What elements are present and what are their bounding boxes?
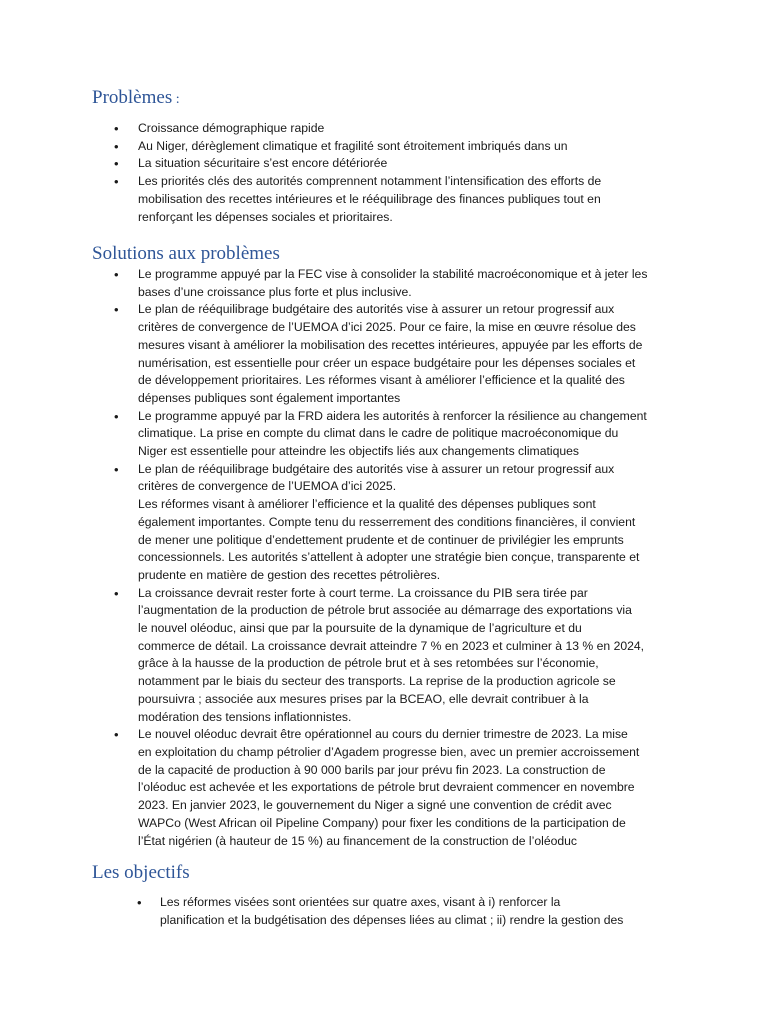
list-item-text-line: 2023. En janvier 2023, le gouvernement du Niger a signé une convention de crédit avec [138,798,612,813]
list-item [92,461,732,585]
list-item-text-line: • Le nouvel oléoduc devrait être opérationnel au cours du dernier trimestre de 2023. La mise [138,727,628,742]
objectives-heading: Les objectifs [92,862,190,883]
list-item-text-line: numérisation, est essentielle pour créer un espace budgétaire pour les dépenses sociales et [138,355,636,370]
list-item-text-line: de mener une politique d’endettement prudente et de continuer de privilégier les emprunts [138,532,624,547]
list-item-text-line: bases d’une croissance plus forte et plus inclusive. [138,284,412,299]
list-item [92,408,732,461]
list-item-text-line: modération des tensions inflationnistes. [138,709,352,724]
list-item-text-line: en exploitation du champ pétrolier d’Agadem progresse bien, avec un premier accroissement [138,744,640,759]
list-item-text-line: Les réformes visant à améliorer l’efficience et la qualité des dépenses publiques sont [138,497,596,512]
list-item-text-line: critères de convergence de l’UEMOA d’ici 2025. [138,479,397,494]
problems-heading-suffix: : [172,92,180,107]
list-item-text-line: mesures visant à améliorer la mobilisation des recettes intérieures, appuyée par les efforts de [138,337,643,352]
list-item-text-line: l’augmentation de la production de pétrole brut associée au démarrage des exportations via [138,603,632,618]
list-item-text-line: • Les priorités clés des autorités comprennent notamment l’intensification des efforts de [138,174,602,189]
list-item-text-line: de développement prioritaires. Les réformes visant à améliorer l’efficience et la qualité des [138,373,625,388]
list-item-text-line: • La croissance devrait rester forte à court terme. La croissance du PIB sera tirée par [138,585,588,600]
list-item-text-line: WAPCo (West African oil Pipeline Company) pour fixer les conditions de la participation de [138,815,626,830]
list-item-text-line: climatique. La prise en compte du climat dans le cadre de politique macroéconomique du [138,426,619,441]
list-item-text-line: critères de convergence de l’UEMOA d’ici 2025. Pour ce faire, la mise en œuvre résolue des [138,320,636,335]
problems-heading [92,87,180,111]
list-item-text-line: prudente en matière de gestion des recettes pétrolières. [138,567,441,582]
list-item-text-line: • Au Niger, dérèglement climatique et fragilité sont étroitement imbriqués dans un [138,138,568,153]
list-item-text-line: commerce de détail. La croissance devrait atteindre 7 % en 2023 et culminer à 13 % en 2024, [138,638,645,653]
list-item [92,585,732,727]
list-item-text-line: mobilisation des recettes intérieures et le rééquilibrage des finances publiques tout en [138,191,601,206]
list-item-text-line: • Les réformes visées sont orientées sur quatre axes, visant à i) renforcer la [160,895,561,909]
list-item-text-line: • Le plan de rééquilibrage budgétaire des autorités vise à assurer un retour progressif aux [138,461,615,476]
list-item-text-line: l’oléoduc est achevée et les exportations de pétrole brut devraient commencer en novembre [138,780,635,795]
list-item-text-line: poursuivra ; associée aux mesures prises par la BCEAO, elle devrait contribuer à la [138,691,589,706]
list-item [92,138,732,156]
list-item-text-line: Niger est essentielle pour atteindre les objectifs liés aux changements climatiques [138,444,580,459]
list-item-text-line: • La situation sécuritaire s’est encore détériorée [138,156,388,171]
list-item-text-line: • Le programme appuyé par la FRD aidera les autorités à renforcer la résilience au changement [138,408,647,423]
list-item [92,894,732,929]
list-item-text-line: renforçant les dépenses sociales et prioritaires. [138,209,393,224]
problems-list [92,120,732,226]
list-item-text-line: planification et la budgétisation des dépenses liées au climat ; ii) rendre la gestion des [160,912,624,927]
list-item [92,726,732,850]
problems-heading-text: Problèmes [92,87,173,108]
solutions-list [92,266,732,850]
list-item [92,173,732,226]
list-item-text-line: également importantes. Compte tenu du resserrement des conditions financières, il convient [138,514,636,529]
list-item-text-line: l’État nigérien (à hauteur de 15 %) au financement de la construction de l’oléoduc [138,833,578,848]
list-item-text-line: dépenses publiques sont également importantes [138,390,401,405]
list-item-text-line: grâce à la hausse de la production de pétrole brut et à ses retombées sur l’économie, [138,656,599,671]
list-item-text-line: • Croissance démographique rapide [138,121,325,135]
list-item [92,155,732,173]
solutions-heading: Solutions aux problèmes [92,243,280,264]
list-item [92,301,732,407]
list-item-text-line: • Le plan de rééquilibrage budgétaire des autorités vise à assurer un retour progressif aux [138,302,615,317]
list-item-text-line: le nouvel oléoduc, ainsi que par la poursuite de la dynamique de l’agriculture et du [138,621,582,636]
list-item-text-line: • Le programme appuyé par la FEC vise à consolider la stabilité macroéconomique et à jeter les [138,267,648,281]
list-item [92,266,732,301]
objectives-list [92,894,732,929]
list-item [92,120,732,138]
list-item-text-line: notamment par le biais du secteur des transports. La reprise de la production agricole se [138,674,616,689]
list-item-text-line: concessionnels. Les autorités s’attellent à adopter une stratégie bien conçue, transparente et [138,550,640,565]
list-item-text-line: de la capacité de production à 90 000 barils par jour prévu fin 2023. La construction de [138,762,606,777]
